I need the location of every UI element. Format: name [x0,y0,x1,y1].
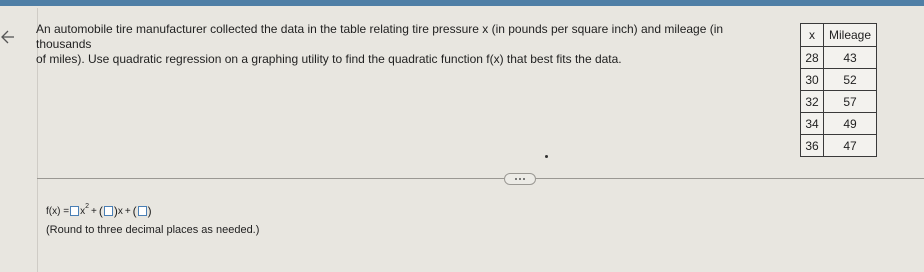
close-paren-1: ) [113,204,118,218]
cell-mileage: 57 [824,91,877,113]
constant-c-input[interactable] [138,206,147,216]
section-divider [37,178,924,179]
answer-formula [46,204,152,218]
ellipsis-icon[interactable] [504,173,536,185]
table-row [801,91,877,113]
plus-sign-1: + [90,205,97,217]
formula-prefix: f(x) = [46,205,70,217]
cell-mileage: 43 [824,47,877,69]
data-table [800,23,877,157]
table-header-row [801,24,877,47]
table-row [801,47,877,69]
table-row [801,69,877,91]
stray-dot [545,155,548,158]
table-row [801,113,877,135]
plus-sign-2: + [124,205,131,217]
header-x: x [801,24,824,47]
cell-x: 32 [801,91,824,113]
x-squared-variable: x [80,205,86,217]
coefficient-b-input[interactable] [104,206,113,216]
coefficient-a-input[interactable] [70,206,79,216]
cell-x: 28 [801,47,824,69]
x-variable: x [117,205,123,217]
cell-mileage: 52 [824,69,877,91]
open-paren-1: ( [98,204,103,218]
close-paren-2: ) [147,204,152,218]
cell-mileage: 47 [824,135,877,157]
exponent: 2 [85,202,89,210]
header-mileage: Mileage [824,24,877,47]
cell-mileage: 49 [824,113,877,135]
cell-x: 30 [801,69,824,91]
question-text [36,22,756,67]
question-line-1: An automobile tire manufacturer collected the data in the table relating tire pressure x (in pounds per square inch) and mileage (in thousands [36,22,724,51]
cell-x: 36 [801,135,824,157]
top-accent-bar [0,0,924,6]
rounding-instruction: (Round to three decimal places as needed.) [46,224,260,236]
back-arrow-icon[interactable] [0,28,16,46]
table-row [801,135,877,157]
question-line-2: of miles). Use quadratic regression on a graphing utility to find the quadratic function f(x) that best fits the data. [36,52,622,66]
open-paren-2: ( [132,204,137,218]
cell-x: 34 [801,113,824,135]
